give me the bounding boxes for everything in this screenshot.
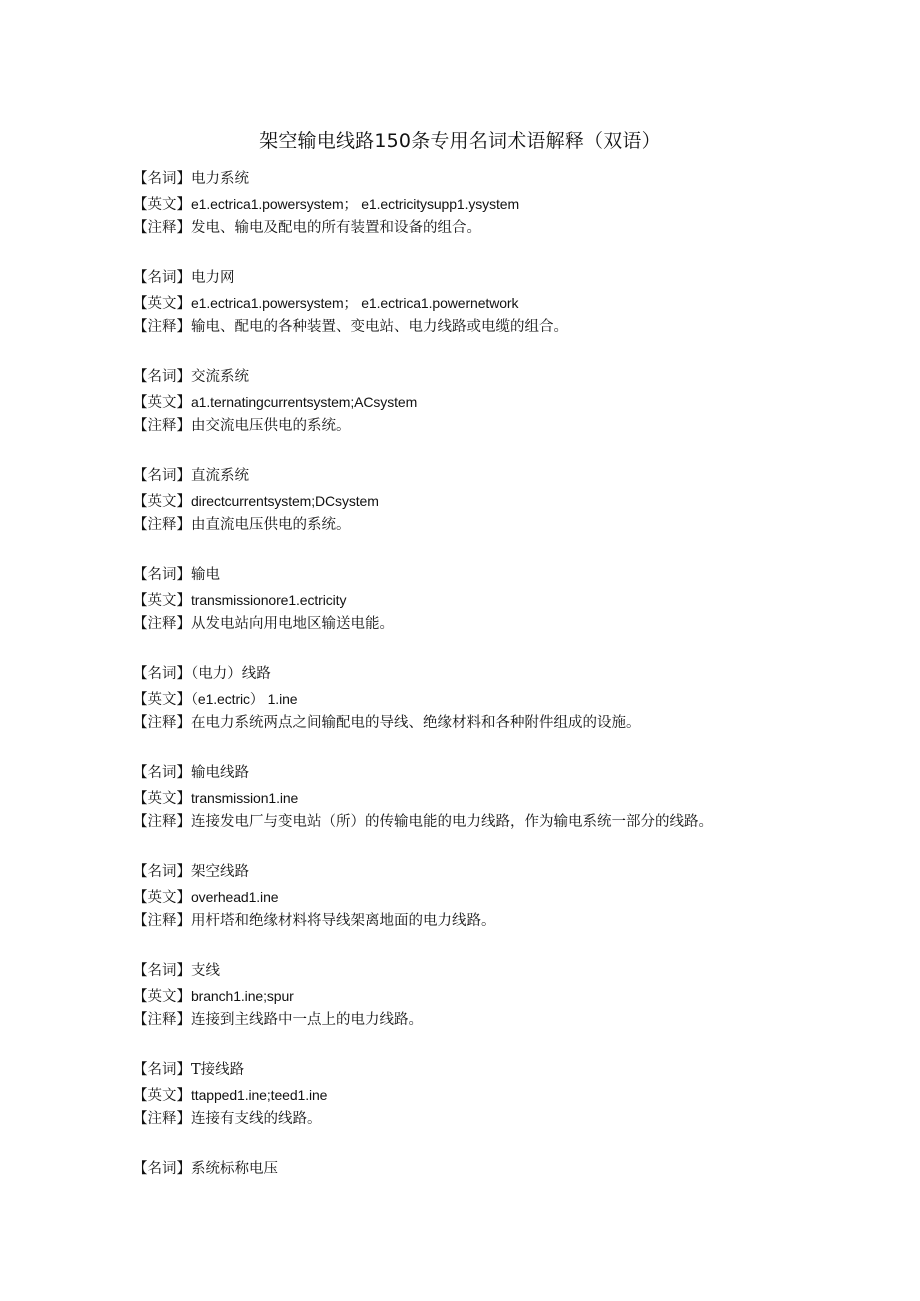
english-tag: 【英文】 (133, 295, 191, 312)
english-text: ttapped1.ine;teed1.ine (191, 1086, 328, 1103)
term-line (133, 959, 793, 984)
note-line (133, 810, 793, 835)
note-tag: 【注释】 (133, 220, 191, 237)
term-line (133, 563, 793, 588)
english-line (133, 984, 793, 1009)
glossary-entries (133, 167, 793, 1256)
note-line (133, 909, 793, 934)
note-tag: 【注释】 (133, 715, 191, 732)
term-text: 电力网 (191, 270, 235, 286)
note-tag: 【注释】 (133, 616, 191, 633)
note-tag: 【注释】 (133, 319, 191, 336)
note-text: 发电、输电及配电的所有装置和设备的组合。 (191, 220, 481, 237)
note-line (133, 315, 793, 340)
term-tag: 【名词】 (133, 468, 191, 484)
english-tag: 【英文】 (133, 691, 191, 708)
note-text: 连接发电厂与变电站（所）的传输电能的电力线路，作为输电系统一部分的线路。 (191, 814, 713, 831)
english-tag: 【英文】 (133, 790, 191, 807)
term-text: 交流系统 (191, 369, 249, 385)
note-text: 在电力系统两点之间输配电的导线、绝缘材料和各种附件组成的设施。 (191, 715, 641, 732)
english-line (133, 885, 793, 910)
term-text: 直流系统 (191, 468, 249, 484)
term-line (133, 266, 793, 291)
english-text: directcurrentsystem;DCsystem (191, 492, 379, 509)
term-line (133, 1058, 793, 1083)
english-text: overhead1.ine (191, 888, 279, 905)
term-tag: 【名词】 (133, 567, 191, 583)
note-text: 由直流电压供电的系统。 (191, 517, 351, 534)
english-text: e1.ectrica1.powersystem； e1.ectricitysupp1.ysystem (191, 195, 520, 212)
note-text: 连接有支线的线路。 (191, 1111, 322, 1128)
glossary-entry (133, 1157, 793, 1256)
term-tag: 【名词】 (133, 864, 191, 880)
glossary-entry (133, 761, 793, 860)
english-line (133, 786, 793, 811)
english-text: （e1.ectric） 1.ine (191, 690, 298, 707)
note-text: 用杆塔和绝缘材料将导线架离地面的电力线路。 (191, 913, 496, 930)
note-tag: 【注释】 (133, 913, 191, 930)
term-text: （电力）线路 (191, 666, 271, 682)
glossary-entry (133, 860, 793, 959)
note-tag: 【注释】 (133, 517, 191, 534)
term-text: T接线路 (191, 1062, 245, 1078)
term-text: 支线 (191, 963, 220, 979)
term-tag: 【名词】 (133, 666, 191, 682)
term-tag: 【名词】 (133, 765, 191, 781)
english-text: transmission1.ine (191, 789, 299, 806)
note-line (133, 1008, 793, 1033)
english-line (133, 588, 793, 613)
english-text: branch1.ine;spur (191, 987, 294, 1004)
term-line (133, 860, 793, 885)
glossary-entry (133, 365, 793, 464)
term-tag: 【名词】 (133, 369, 191, 385)
note-line (133, 414, 793, 439)
term-line (133, 761, 793, 786)
term-text: 架空线路 (191, 864, 249, 880)
term-line (133, 662, 793, 687)
english-line (133, 687, 793, 712)
english-line (133, 192, 793, 217)
english-line (133, 489, 793, 514)
note-tag: 【注释】 (133, 1012, 191, 1029)
note-tag: 【注释】 (133, 814, 191, 831)
term-tag: 【名词】 (133, 171, 191, 187)
term-line (133, 464, 793, 489)
term-text: 电力系统 (191, 171, 249, 187)
note-line (133, 1107, 793, 1132)
term-tag: 【名词】 (133, 270, 191, 286)
english-text: a1.ternatingcurrentsystem;ACsystem (191, 393, 418, 410)
term-text: 系统标称电压 (191, 1161, 278, 1177)
note-text: 从发电站向用电地区输送电能。 (191, 616, 394, 633)
note-line (133, 513, 793, 538)
english-tag: 【英文】 (133, 1087, 191, 1104)
note-tag: 【注释】 (133, 1111, 191, 1128)
english-tag: 【英文】 (133, 889, 191, 906)
note-line (133, 711, 793, 736)
term-text: 输电 (191, 567, 220, 583)
term-line (133, 365, 793, 390)
glossary-entry (133, 266, 793, 365)
english-line (133, 291, 793, 316)
english-line (133, 390, 793, 415)
english-tag: 【英文】 (133, 394, 191, 411)
note-tag: 【注释】 (133, 418, 191, 435)
english-line (133, 1083, 793, 1108)
term-tag: 【名词】 (133, 1062, 191, 1078)
term-line (133, 167, 793, 192)
term-text: 输电线路 (191, 765, 249, 781)
english-text: transmissionore1.ectricity (191, 591, 347, 608)
term-tag: 【名词】 (133, 963, 191, 979)
glossary-entry (133, 464, 793, 563)
note-text: 输电、配电的各种装置、变电站、电力线路或电缆的组合。 (191, 319, 568, 336)
note-text: 由交流电压供电的系统。 (191, 418, 351, 435)
glossary-entry (133, 1058, 793, 1157)
glossary-entry (133, 662, 793, 761)
term-line (133, 1157, 793, 1182)
glossary-entry (133, 167, 793, 266)
english-tag: 【英文】 (133, 493, 191, 510)
note-line (133, 612, 793, 637)
english-text: e1.ectrica1.powersystem； e1.ectrica1.powernetwork (191, 294, 519, 311)
glossary-entry (133, 959, 793, 1058)
note-line (133, 216, 793, 241)
glossary-entry (133, 563, 793, 662)
english-tag: 【英文】 (133, 592, 191, 609)
english-tag: 【英文】 (133, 196, 191, 213)
document-title: 架空输电线路150条专用名词术语解释（双语） (259, 130, 661, 152)
english-tag: 【英文】 (133, 988, 191, 1005)
note-text: 连接到主线路中一点上的电力线路。 (191, 1012, 423, 1029)
term-tag: 【名词】 (133, 1161, 191, 1177)
